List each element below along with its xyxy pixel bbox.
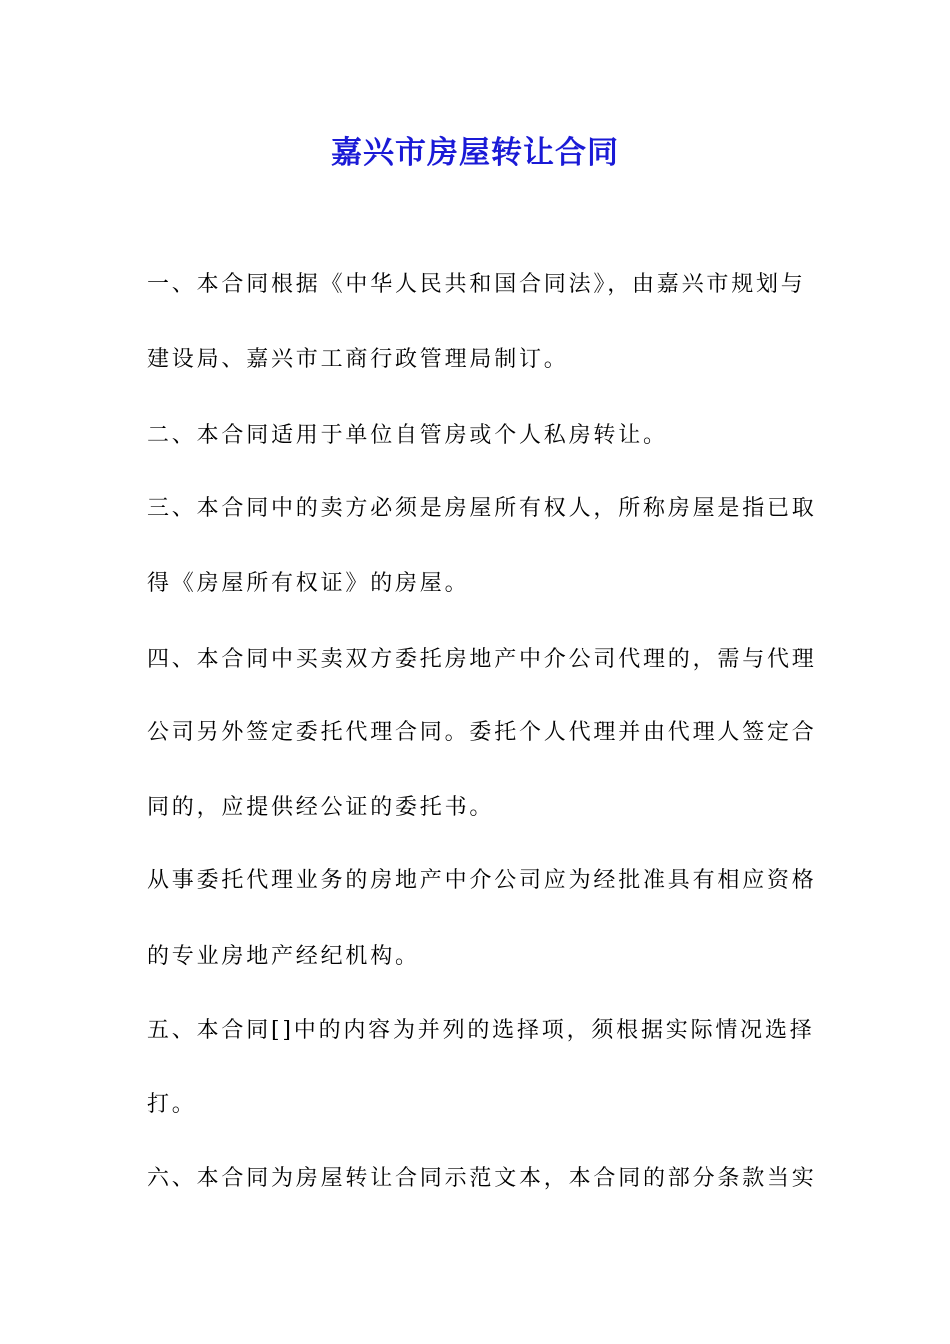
text-line: 三、本合同中的卖方必须是房屋所有权人，所称房屋是指已取 — [147, 496, 817, 521]
text-line: 四、本合同中买卖双方委托房地产中介公司代理的，需与代理 — [147, 647, 817, 672]
document-title: 嘉兴市房屋转让合同 — [331, 135, 619, 171]
text-line: 得《房屋所有权证》的房屋。 — [147, 571, 470, 596]
text-line: 的专业房地产经纪机构。 — [147, 944, 420, 969]
text-line: 建设局、嘉兴市工商行政管理局制订。 — [147, 347, 569, 372]
text-line: 五、本合同[]中的内容为并列的选择项，须根据实际情况选择 — [147, 1018, 815, 1043]
text-line: 二、本合同适用于单位自管房或个人私房转让。 — [147, 423, 668, 448]
text-line: 打。 — [147, 1092, 197, 1117]
text-line: 从事委托代理业务的房地产中介公司应为经批准具有相应资格 — [147, 868, 817, 893]
text-line: 公司另外签定委托代理合同。委托个人代理并由代理人签定合 — [147, 720, 817, 745]
text-line: 同的，应提供经公证的委托书。 — [147, 795, 495, 820]
text-line: 一、本合同根据《中华人民共和国合同法》，由嘉兴市规划与 — [147, 272, 806, 297]
text-line: 六、本合同为房屋转让合同示范文本，本合同的部分条款当实 — [147, 1166, 817, 1191]
